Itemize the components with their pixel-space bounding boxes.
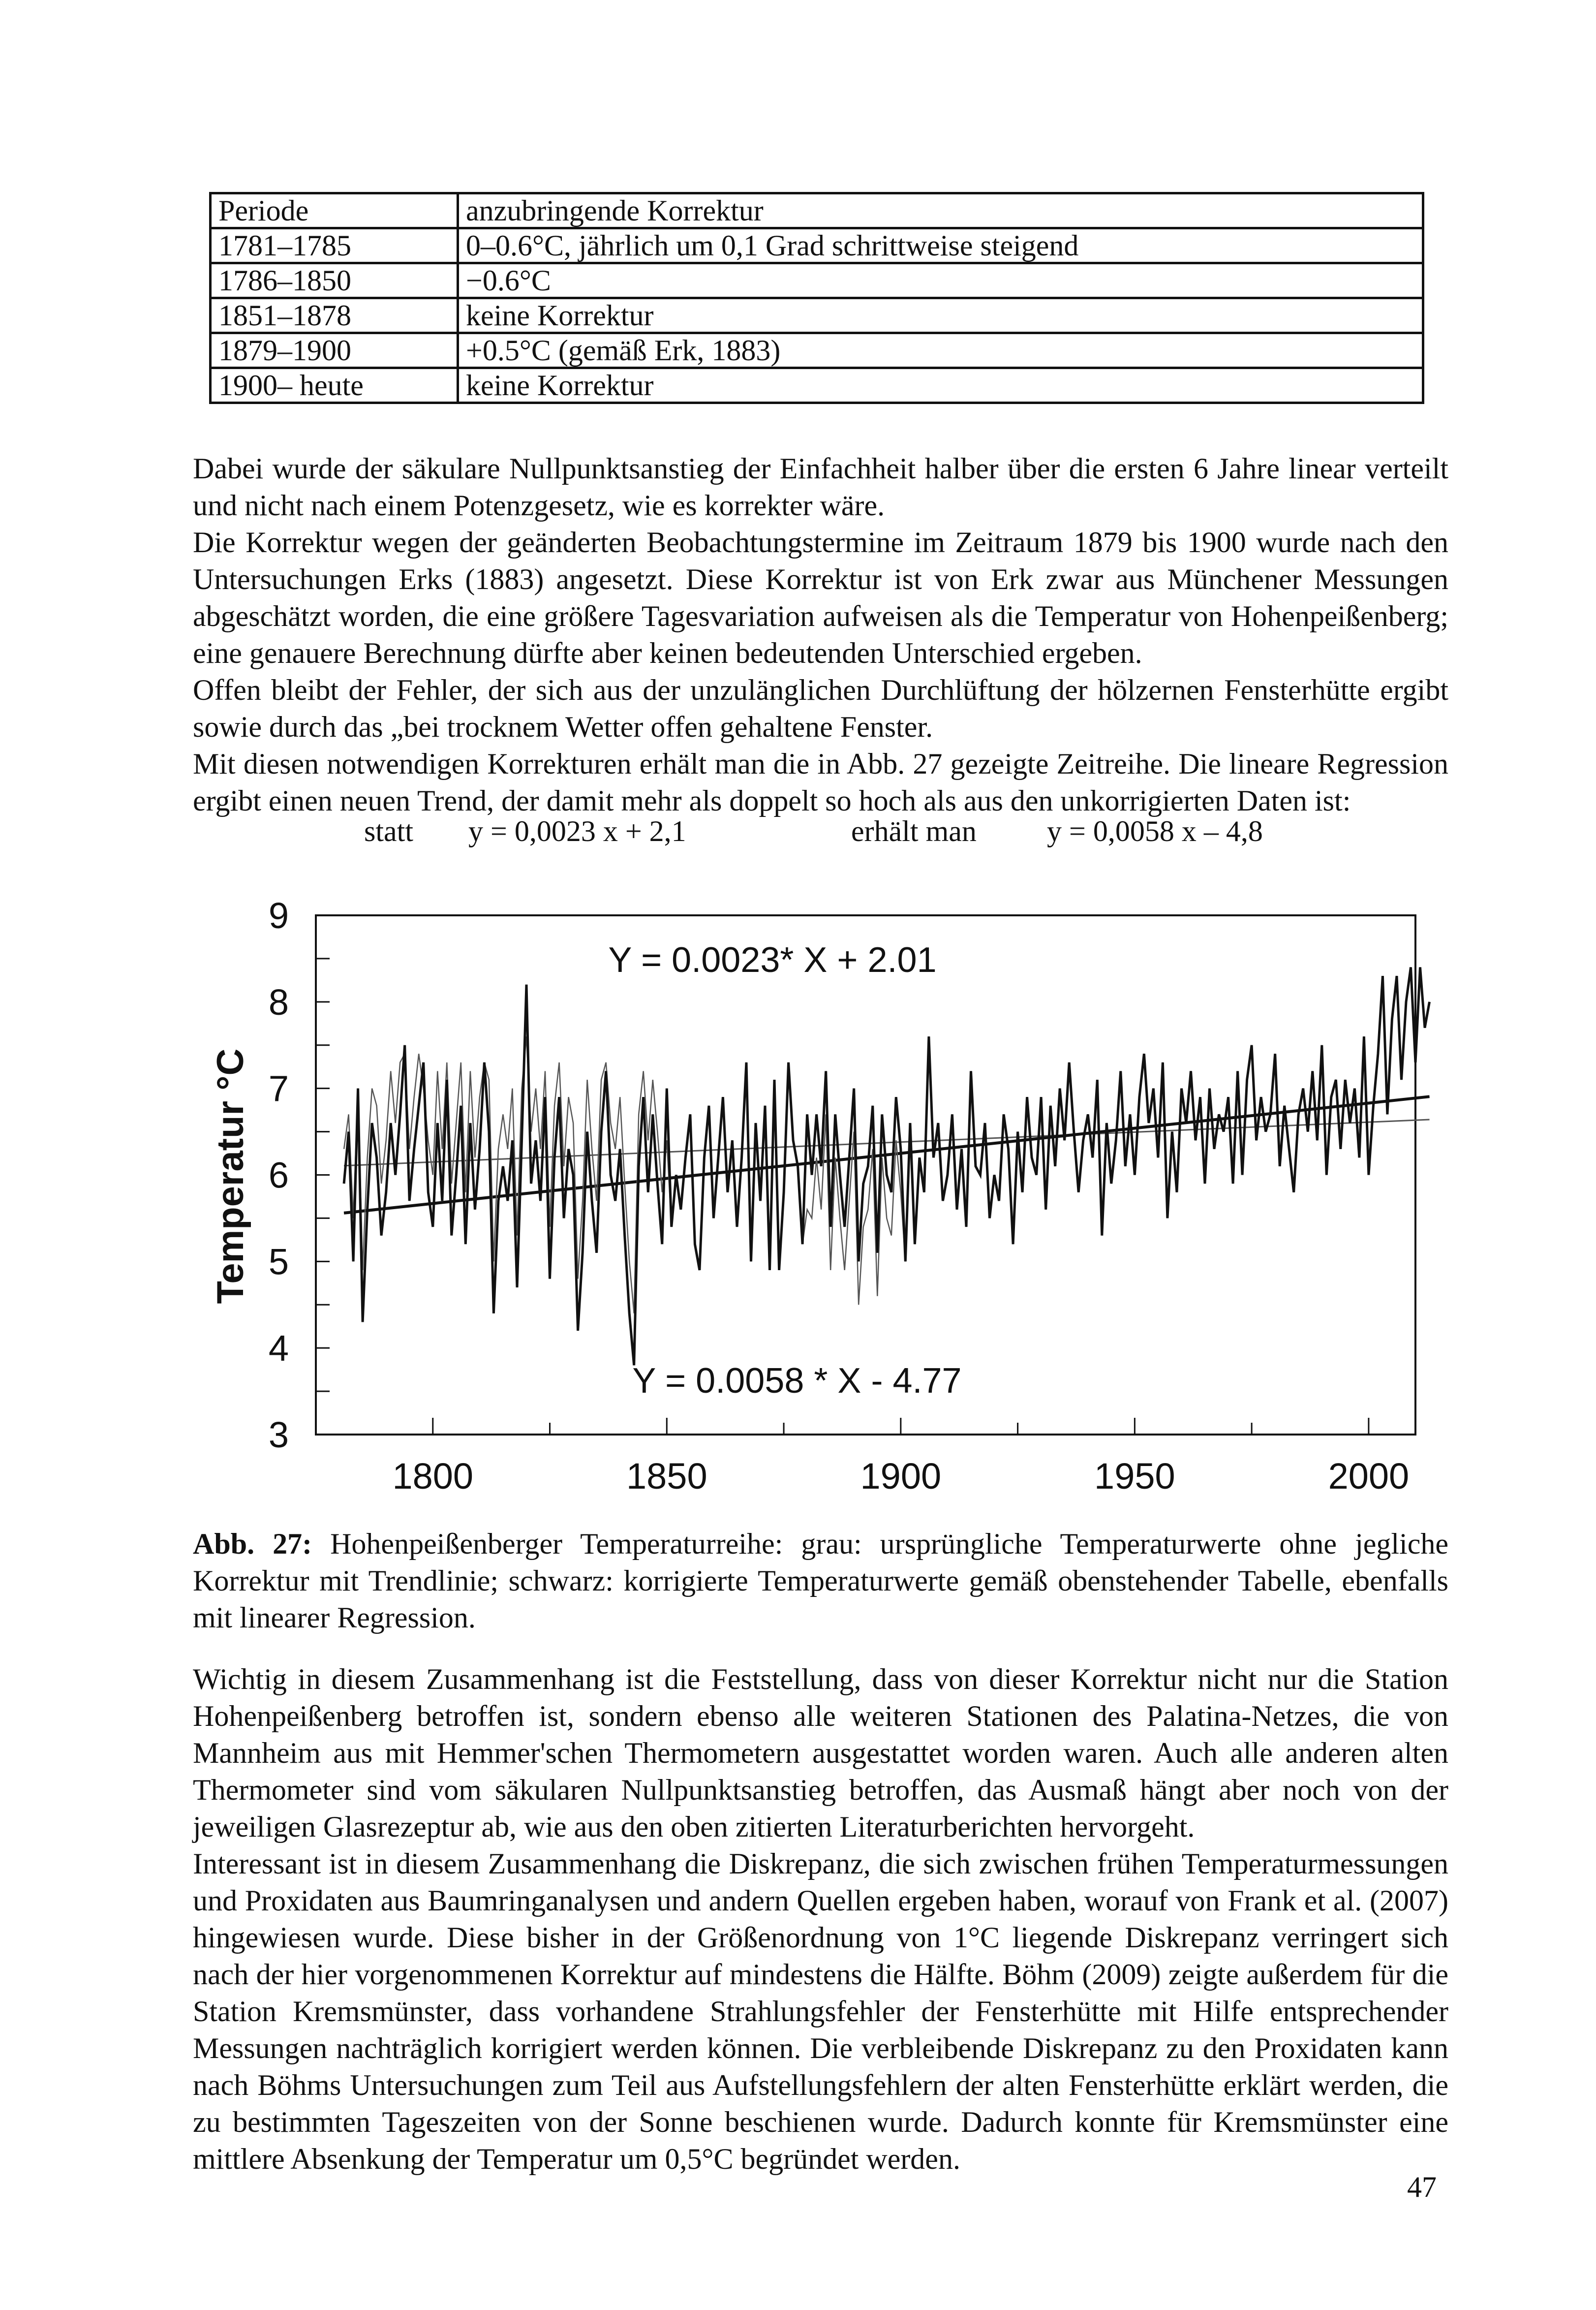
body-text-bottom: [193, 1661, 1448, 2178]
y-tick-label: 8: [268, 981, 289, 1023]
page-number: 47: [1407, 2171, 1437, 2203]
caption-text: Hohenpeißenberger Temperaturreihe: grau: ursprüngliche Temperaturwerte ohne jegliche Korrektur mit Trendlinie; schwarz: korrigierte Temperaturwerte gemäß obenstehender Tabelle, ebenfalls mit linearer Regression.: [193, 1528, 1448, 1634]
equation-new-trend: y = 0,0058 x – 4,8: [1047, 815, 1263, 847]
table-row: [211, 368, 1423, 403]
table-cell-correction: keine Korrektur: [458, 368, 1423, 403]
equation-statt-label: statt: [364, 815, 413, 847]
table-cell-period: 1781–1785: [211, 228, 458, 263]
table-cell-correction: 0–0.6°C, jährlich um 0,1 Grad schrittweise steigend: [458, 228, 1423, 263]
x-tick-label: 1950: [1094, 1456, 1175, 1497]
annotation-old-trend: Y = 0.0023* X + 2.01: [608, 940, 937, 980]
correction-table: [209, 192, 1424, 404]
table-header-cell: Periode: [211, 193, 458, 228]
table-cell-correction: keine Korrektur: [458, 298, 1423, 333]
x-tick-label: 2000: [1328, 1456, 1410, 1497]
y-tick-label: 6: [268, 1155, 289, 1196]
y-tick-label: 7: [268, 1068, 289, 1109]
table-header-cell: anzubringende Korrektur: [458, 193, 1423, 228]
figure-caption: [193, 1526, 1448, 1636]
table-row: [211, 263, 1423, 298]
y-tick-label: 4: [268, 1328, 289, 1369]
equation-erhaelt-label: erhält man: [851, 815, 977, 847]
y-tick-label: 5: [268, 1241, 289, 1282]
x-tick-label: 1900: [860, 1456, 942, 1497]
y-tick-labels: [269, 896, 289, 1455]
temperature-chart-svg: [207, 896, 1437, 1506]
paragraph: Die Korrektur wegen der geänderten Beobachtungstermine im Zeitraum 1879 bis 1900 wurde nach den Untersuchungen Erks (1883) angesetzt. Diese Korrektur ist von Erk zwar aus Münchener Messungen abgeschätzt worden, die eine größere Tagesvariation aufweisen als die Temperatur von Hohenpeißenberg; eine genauere Berechnung dürfte aber keinen bedeutenden Unterschied ergeben.: [193, 526, 1448, 669]
paragraph: Interessant ist in diesem Zusammenhang die Diskrepanz, die sich zwischen frühen Temperaturmessungen und Proxidaten aus Baumringanalysen und andern Quellen ergeben haben, worauf von Frank et al. (2007) hingewiesen wurde. Diese bisher in der Größenordnung von 1°C liegende Diskrepanz verringert sich nach der hier vorgenommenen Korrektur auf mindestens die Hälfte. Böhm (2009) zeigte außerdem für die Station Kremsmünster, dass vorhandene Strahlungsfehler der Fensterhütte mit Hilfe entsprechender Messungen nachträglich korrigiert werden können. Die verbleibende Diskrepanz zu den Proxidaten kann nach Böhms Untersuchungen zum Teil aus Aufstellungsfehlern der alten Fensterhütte erklärt werden, die zu bestimmten Tageszeiten von der Sonne beschienen wurde. Dadurch konnte für Kremsmünster eine mittlere Absenkung der Temperatur um 0,5°C begründet werden.: [193, 1847, 1448, 2175]
temperature-chart: [207, 896, 1437, 1508]
y-tick-label: 9: [268, 896, 289, 936]
table-row: [211, 228, 1423, 263]
table-cell-period: 1786–1850: [211, 263, 458, 298]
body-text-top: [193, 450, 1448, 819]
table-cell-period: 1900– heute: [211, 368, 458, 403]
paragraph: Dabei wurde der säkulare Nullpunktsanstieg der Einfachheit halber über die ersten 6 Jahre linear verteilt und nicht nach einem Potenzgesetz, wie es korrekter wäre.: [193, 452, 1448, 522]
x-tick-label: 1800: [392, 1456, 474, 1497]
table-cell-period: 1851–1878: [211, 298, 458, 333]
y-axis-label: Temperatur °C: [210, 1048, 251, 1304]
equation-old-trend: y = 0,0023 x + 2,1: [468, 815, 686, 847]
caption-label: Abb. 27:: [193, 1528, 312, 1560]
table-cell-period: 1879–1900: [211, 333, 458, 368]
table-header-row: [211, 193, 1423, 228]
x-tick-label: 1850: [626, 1456, 707, 1497]
table-row: [211, 298, 1423, 333]
table-cell-correction: −0.6°C: [458, 263, 1423, 298]
paragraph: Wichtig in diesem Zusammenhang ist die Feststellung, dass von dieser Korrektur nicht nur die Station Hohenpeißenberg betroffen ist, sondern ebenso alle weiteren Stationen des Palatina-Netzes, die von Mannheim aus mit Hemmer'schen Thermometern ausgestattet worden waren. Auch alle anderen alten Thermometer sind vom säkularen Nullpunktsanstieg betroffen, das Ausmaß hängt aber noch von der jeweiligen Glasrezeptur ab, wie aus den oben zitierten Literaturberichten hervorgeht.: [193, 1663, 1448, 1843]
paragraph: Offen bleibt der Fehler, der sich aus der unzulänglichen Durchlüftung der hölzernen Fensterhütte ergibt sowie durch das „bei trocknem Wetter offen gehaltene Fenster.: [193, 674, 1448, 743]
table-row: [211, 333, 1423, 368]
y-tick-label: 3: [268, 1414, 289, 1455]
table-cell-correction: +0.5°C (gemäß Erk, 1883): [458, 333, 1423, 368]
paragraph: Mit diesen notwendigen Korrekturen erhält man die in Abb. 27 gezeigte Zeitreihe. Die lineare Regression ergibt einen neuen Trend, der damit mehr als doppelt so hoch als aus den unkorrigierten Daten ist:: [193, 748, 1448, 817]
x-tick-labels: [392, 1456, 1409, 1497]
annotation-new-trend: Y = 0.0058 * X - 4.77: [632, 1361, 962, 1401]
